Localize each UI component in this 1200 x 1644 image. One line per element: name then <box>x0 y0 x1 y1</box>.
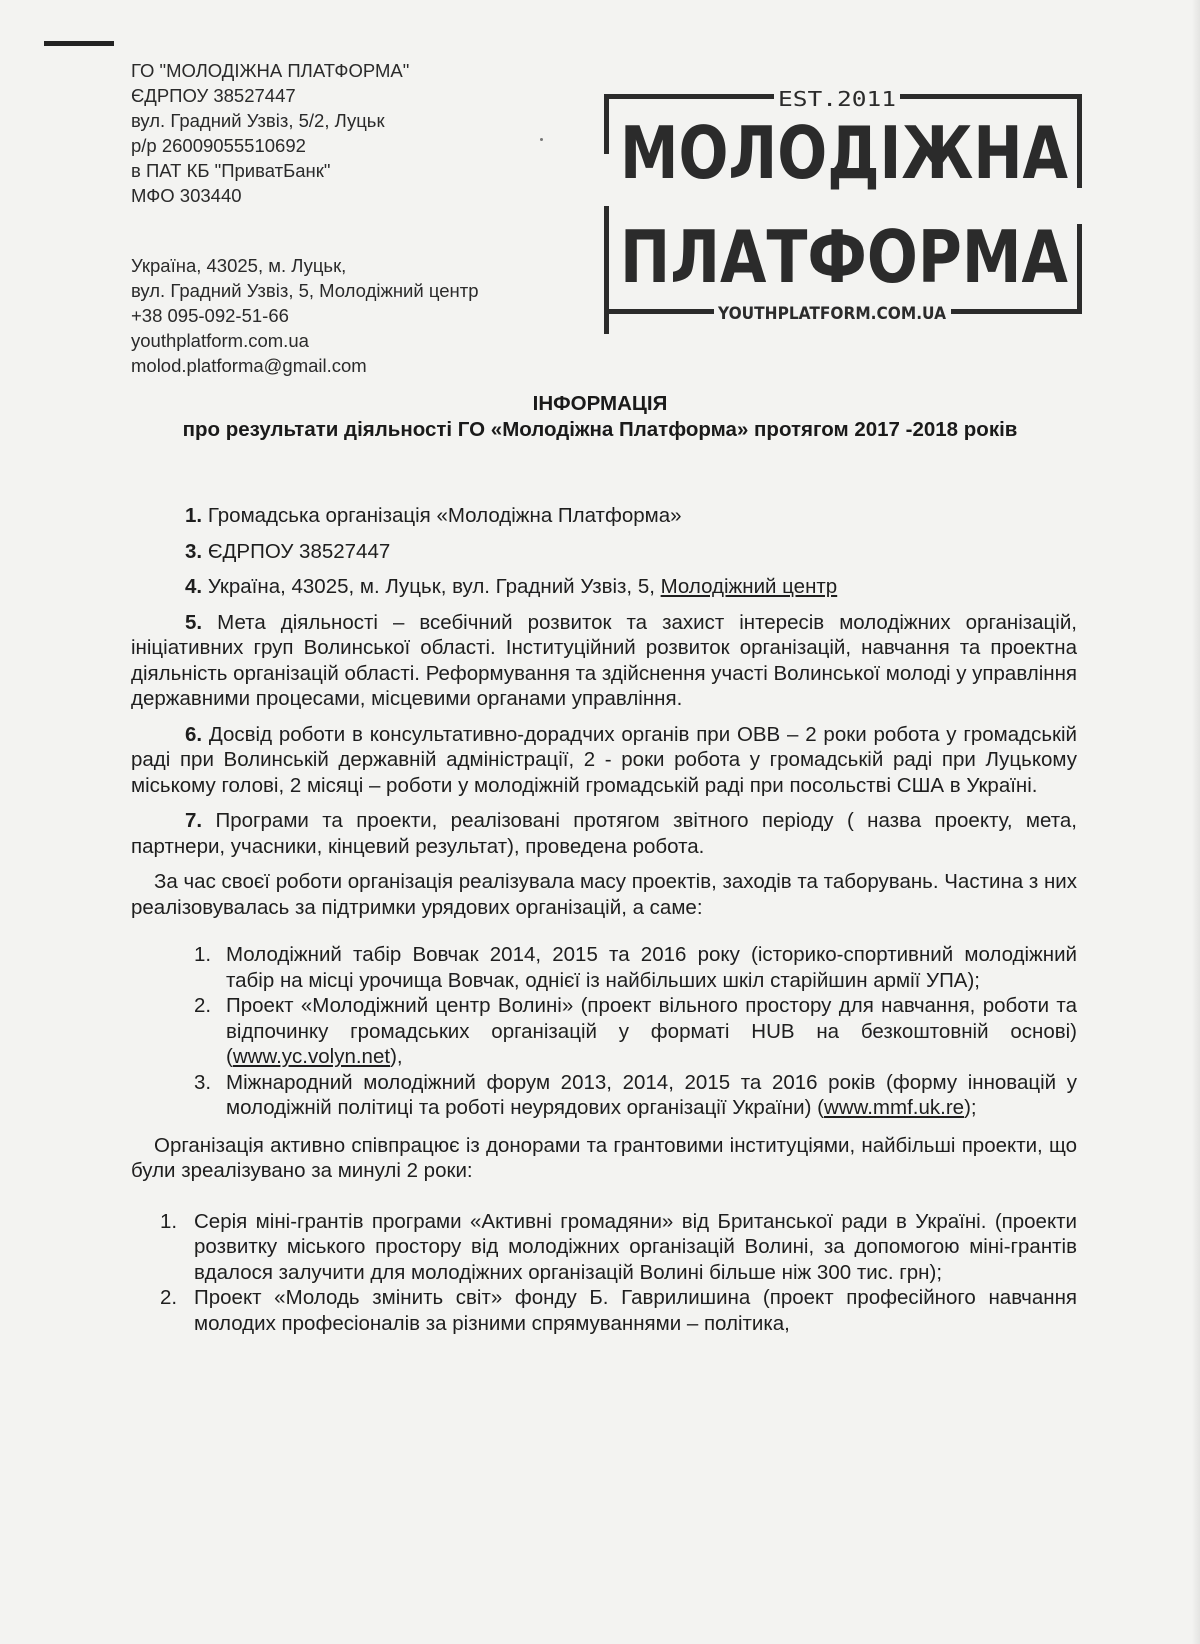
item-3 <box>131 539 1077 565</box>
list-text: Проект «Молодь змінить світ» фонду Б. Гаврилишина (проект професійного навчання молодих професіоналів за різними спрямуваннями – політика, <box>194 1286 1077 1335</box>
organization-requisites <box>131 58 409 208</box>
contact-email: molod.platforma@gmail.com <box>131 355 367 376</box>
item-text: Програми та проекти, реалізовані протягом звітного періоду ( назва проекту, мета, партнери, учасники, кінцевий результат), проведена робота. <box>131 809 1077 858</box>
item-number: 5. <box>185 610 203 634</box>
list-tail: ); <box>964 1096 977 1119</box>
list-number: 1. <box>160 1209 178 1233</box>
scan-edge-shadow <box>1192 0 1200 1644</box>
title-subtitle: про результати діяльності ГО «Молодіжна Платформа» протягом 2017 -2018 років <box>182 418 1018 441</box>
item-text: ЄДРПОУ 38527447 <box>207 539 391 563</box>
list-number: 3. <box>194 1070 212 1094</box>
org-mfo: МФО 303440 <box>131 185 242 206</box>
contact-website: youthplatform.com.ua <box>131 330 309 351</box>
item-number: 4. <box>185 575 203 598</box>
item-number: 6. <box>185 722 203 746</box>
list-item <box>131 993 1077 1070</box>
org-address: вул. Градний Узвіз, 5/2, Луцьк <box>131 110 385 131</box>
youth-center-link[interactable]: Молодіжний центр <box>660 575 838 598</box>
title-main: ІНФОРМАЦІЯ <box>532 392 668 415</box>
item-text: Громадська організація «Молодіжна Платформа» <box>207 504 682 527</box>
logo-est-text: EST.2011 <box>778 87 896 111</box>
donors-paragraph: Організація активно співпрацює із донорами та грантовими інституціями, найбільші проекти, що були зреалізувано за минулі 2 роки: <box>131 1133 1077 1182</box>
scan-mark <box>44 41 114 46</box>
list-item <box>131 1209 1077 1286</box>
contact-street: вул. Градний Узвіз, 5, Молодіжний центр <box>131 280 479 301</box>
org-bank: в ПАТ КБ "ПриватБанк" <box>131 160 331 181</box>
item-text: Україна, 43025, м. Луцьк, вул. Градний Узвіз, 5, <box>207 575 655 598</box>
government-projects-list <box>131 942 1077 1121</box>
org-name: ГО "МОЛОДІЖНА ПЛАТФОРМА" <box>131 60 410 81</box>
list-text: Серія міні-грантів програми «Активні громадяни» від Британської ради в Україні. (проекти розвитку міського простору від молодіжних організацій Волині, за допомогою міні-грантів вдалося залучити для молодіжних організацій Волині більше ніж 300 тис. грн); <box>194 1209 1077 1284</box>
item-number: 7. <box>185 809 203 832</box>
document-title <box>120 391 1080 443</box>
document-body <box>131 503 1077 1336</box>
item-5 <box>131 610 1077 712</box>
item-4 <box>131 574 1077 600</box>
list-number: 2. <box>194 994 212 1017</box>
list-text: Молодіжний табір Вовчак 2014, 2015 та 2016 року (історико-спортивний молодіжний табір на місці урочища Вовчак, однієї із найбільших шкіл старійшин армії УПА); <box>226 943 1077 992</box>
youth-platform-logo <box>604 84 1082 334</box>
logo-line2: ПЛАТФОРМА <box>620 215 1069 299</box>
item-7 <box>131 808 1077 859</box>
logo-site-text: YOUTHPLATFORM.COM.UA <box>717 304 947 324</box>
item-text: Мета діяльності – всебічний розвиток та захист інтересів молодіжних організацій, ініціативних груп Волинської області. Інституційний розвиток організацій, навчання та проектна діяльність організацій області. Реформування та здійснення участі Волинської молоді у управління державними процесами, місцевими органами управління. <box>131 610 1078 710</box>
item-number: 1. <box>185 504 203 527</box>
yc-volyn-link[interactable]: www.yc.volyn.net <box>232 1045 391 1068</box>
item-6 <box>131 722 1077 799</box>
donor-projects-list <box>131 1209 1077 1337</box>
organization-contacts <box>131 253 479 378</box>
item-text: Досвід роботи в консультативно-дорадчих органів при ОВВ – 2 роки робота у громадській раді при Волинській державній адміністрації, 2 - роки робота у громадській раді при Луцькому міському голові, 2 місяці – роботи у молодіжній громадській раді при посольстві США в Україні. <box>131 722 1077 797</box>
org-edrpou: ЄДРПОУ 38527447 <box>131 85 296 106</box>
list-text: Міжнародний молодіжний форум 2013, 2014, 2015 та 2016 років (форму інновацій у молодіжній політиці та роботі неурядових організації України) ( <box>226 1070 1077 1119</box>
intro-paragraph: За час своєї роботи організація реалізувала масу проектів, заходів та таборувань. Частина з них реалізовувалась за підтримки урядових організацій, а саме: <box>131 870 1077 919</box>
mmf-link[interactable]: www.mmf.uk.re <box>823 1096 965 1119</box>
item-1 <box>131 503 1077 529</box>
contact-city: Україна, 43025, м. Луцьк, <box>131 255 347 276</box>
item-number: 3. <box>185 539 203 563</box>
scan-dot <box>540 138 543 141</box>
list-item <box>131 942 1077 993</box>
logo-line1: МОЛОДІЖНА <box>620 111 1069 195</box>
list-number: 1. <box>194 943 212 966</box>
contact-phone: +38 095-092-51-66 <box>131 305 289 326</box>
list-text: Проект «Молодіжний центр Волині» (проект вільного простору для навчання, роботи та відпочинку громадських організацій у форматі HUB на безкоштовній основі) ( <box>226 994 1077 1068</box>
list-tail: ), <box>390 1045 403 1068</box>
list-number: 2. <box>160 1286 178 1309</box>
org-account: р/р 26009055510692 <box>131 135 306 156</box>
list-item <box>131 1285 1077 1336</box>
list-item <box>131 1070 1077 1121</box>
